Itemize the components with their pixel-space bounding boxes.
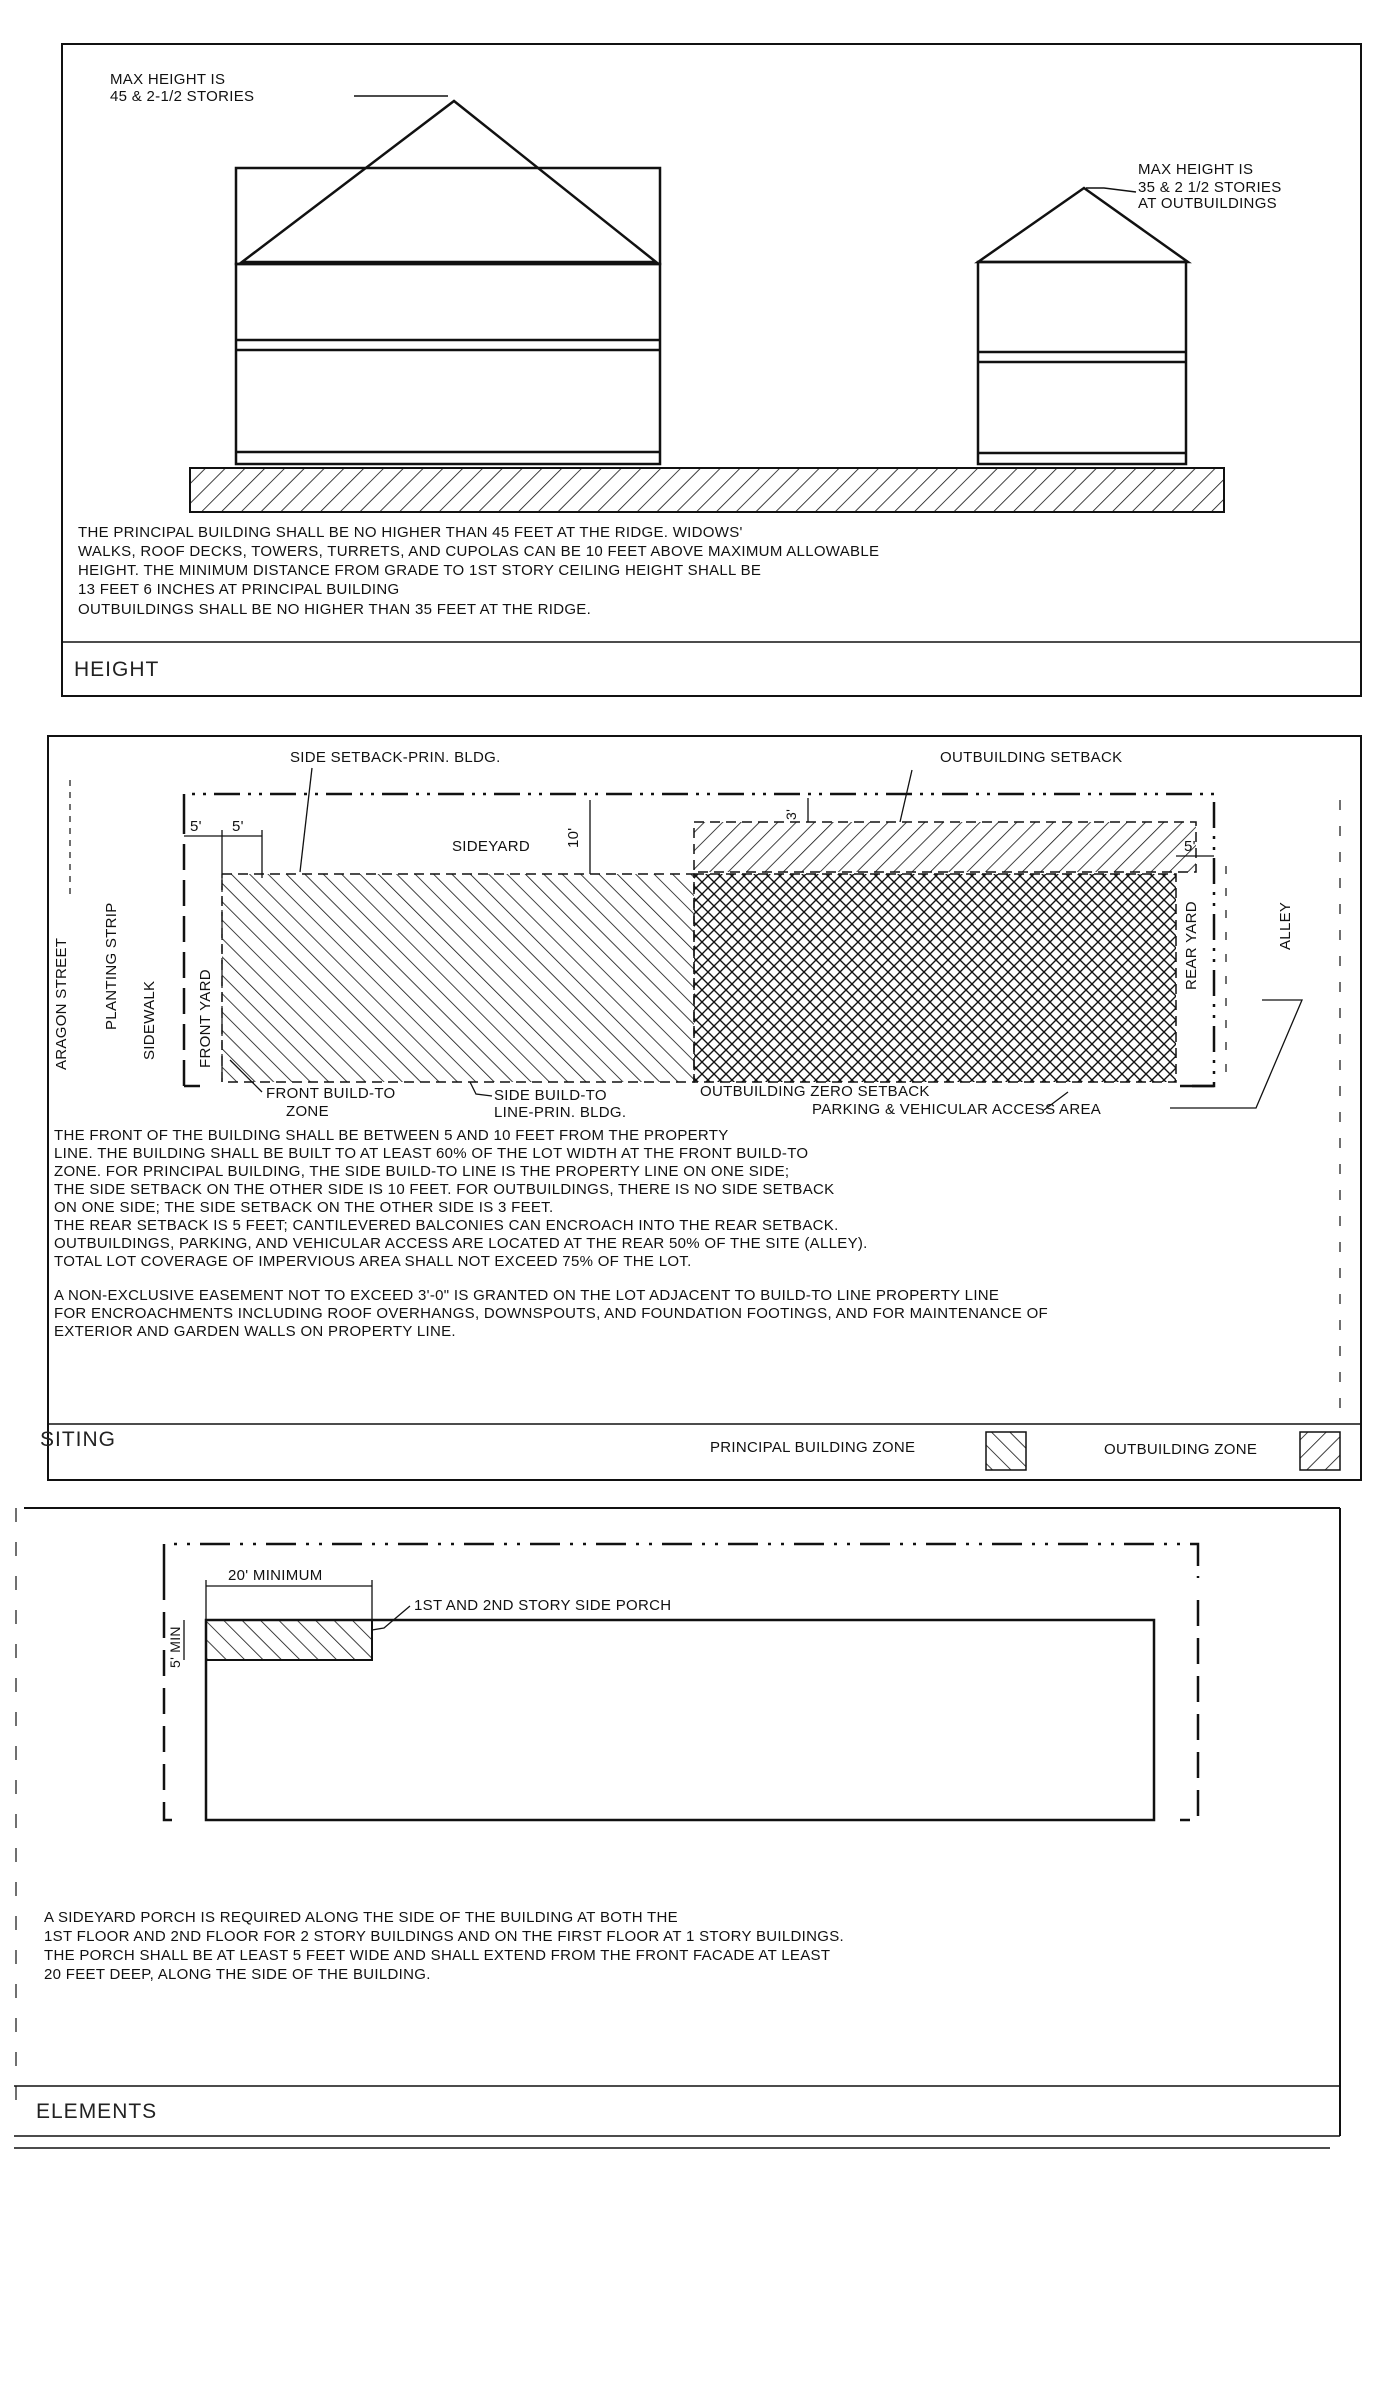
siting-easement-line1: A NON-EXCLUSIVE EASEMENT NOT TO EXCEED 3'-0" IS GRANTED ON THE LOT ADJACENT TO BUILD-TO LINE PROPERTY LINE bbox=[54, 1287, 1000, 1304]
side-build-to-line2: LINE-PRIN. BLDG. bbox=[494, 1104, 627, 1121]
siting-text-line6: THE REAR SETBACK IS 5 FEET; CANTILEVERED BALCONIES CAN ENCROACH INTO THE REAR SETBACK. bbox=[54, 1217, 839, 1234]
legend-principal-label: PRINCIPAL BUILDING ZONE bbox=[710, 1439, 916, 1456]
dim-10: 10' bbox=[565, 827, 582, 848]
height-text-line2: WALKS, ROOF DECKS, TOWERS, TURRETS, AND CUPOLAS CAN BE 10 FEET ABOVE MAXIMUM ALLOWABLE bbox=[78, 543, 880, 560]
siting-text-line4: THE SIDE SETBACK ON THE OTHER SIDE IS 10 FEET. FOR OUTBUILDINGS, THERE IS NO SIDE SETBACK bbox=[54, 1181, 835, 1198]
front-build-to-line2: ZONE bbox=[286, 1103, 329, 1120]
parking-access-label: PARKING & VEHICULAR ACCESS AREA bbox=[812, 1101, 1102, 1118]
callout-out-line3: AT OUTBUILDINGS bbox=[1138, 195, 1277, 212]
height-text-line5: OUTBUILDINGS SHALL BE NO HIGHER THAN 35 FEET AT THE RIDGE. bbox=[78, 601, 592, 618]
outbuilding-zone bbox=[694, 874, 1176, 1082]
side-porch bbox=[206, 1620, 372, 1660]
callout-principal-line2: 45 & 2-1/2 STORIES bbox=[110, 88, 255, 105]
principal-building-elevation bbox=[236, 101, 660, 464]
siting-easement-line2: FOR ENCROACHMENTS INCLUDING ROOF OVERHANGS, DOWNSPOUTS, AND FOUNDATION FOOTINGS, AND FOR MAINTENANCE OF bbox=[54, 1305, 1049, 1322]
height-text-line3: HEIGHT. THE MINIMUM DISTANCE FROM GRADE TO 1ST STORY CEILING HEIGHT SHALL BE bbox=[78, 562, 762, 579]
siting-text-line1: THE FRONT OF THE BUILDING SHALL BE BETWEEN 5 AND 10 FEET FROM THE PROPERTY bbox=[54, 1127, 729, 1144]
siting-easement-line3: EXTERIOR AND GARDEN WALLS ON PROPERTY LINE. bbox=[54, 1323, 456, 1340]
front-build-to-line1: FRONT BUILD-TO bbox=[266, 1085, 396, 1102]
siting-text-line8: TOTAL LOT COVERAGE OF IMPERVIOUS AREA SHALL NOT EXCEED 75% OF THE LOT. bbox=[54, 1253, 692, 1270]
outbuilding-zero-setback-label: OUTBUILDING ZERO SETBACK bbox=[700, 1083, 930, 1100]
dim-3: 3' bbox=[783, 808, 799, 820]
elements-text-line4: 20 FEET DEEP, ALONG THE SIDE OF THE BUILDING. bbox=[44, 1966, 431, 1983]
alley-label: ALLEY bbox=[1277, 901, 1294, 950]
outbuilding-setback-label: OUTBUILDING SETBACK bbox=[940, 749, 1123, 766]
rear-yard-label: REAR YARD bbox=[1183, 901, 1200, 990]
height-text-line4: 13 FEET 6 INCHES AT PRINCIPAL BUILDING bbox=[78, 581, 400, 598]
dim-5-min: 5' MIN bbox=[167, 1626, 183, 1668]
callout-out-line2: 35 & 2 1/2 STORIES bbox=[1138, 179, 1282, 196]
siting-text-line2: LINE. THE BUILDING SHALL BE BUILT TO AT LEAST 60% OF THE LOT WIDTH AT THE FRONT BUILD-TO bbox=[54, 1145, 809, 1162]
elements-text-line2: 1ST FLOOR AND 2ND FLOOR FOR 2 STORY BUILDINGS AND ON THE FIRST FLOOR AT 1 STORY BUILDINGS. bbox=[44, 1928, 844, 1945]
dim-5-right: 5' bbox=[1184, 838, 1196, 855]
height-panel bbox=[62, 44, 1361, 696]
elements-panel bbox=[14, 1508, 1340, 2148]
outbuilding-elevation bbox=[978, 188, 1188, 464]
porch-label: 1ST AND 2ND STORY SIDE PORCH bbox=[414, 1597, 672, 1614]
side-build-to-line1: SIDE BUILD-TO bbox=[494, 1087, 607, 1104]
siting-text-line7: OUTBUILDINGS, PARKING, AND VEHICULAR ACCESS ARE LOCATED AT THE REAR 50% OF THE SITE (ALLEY). bbox=[54, 1235, 868, 1252]
side-setback-label: SIDE SETBACK-PRIN. BLDG. bbox=[290, 749, 501, 766]
elements-text-line3: THE PORCH SHALL BE AT LEAST 5 FEET WIDE AND SHALL EXTEND FROM THE FRONT FACADE AT LEAST bbox=[44, 1947, 831, 1964]
siting-panel bbox=[40, 736, 1361, 1480]
elements-text-line1: A SIDEYARD PORCH IS REQUIRED ALONG THE SIDE OF THE BUILDING AT BOTH THE bbox=[44, 1909, 678, 1926]
legend-principal-swatch bbox=[986, 1432, 1026, 1470]
legend-outbuilding-swatch bbox=[1300, 1432, 1340, 1470]
dim-5-left2: 5' bbox=[232, 818, 244, 835]
outbuilding-setback-zone bbox=[694, 822, 1196, 872]
height-panel-frame bbox=[62, 44, 1361, 696]
elements-caption: ELEMENTS bbox=[36, 2100, 158, 2123]
planting-strip-label: PLANTING STRIP bbox=[103, 902, 120, 1030]
sidewalk-label: SIDEWALK bbox=[141, 980, 158, 1060]
siting-text-line3: ZONE. FOR PRINCIPAL BUILDING, THE SIDE BUILD-TO LINE IS THE PROPERTY LINE ON ONE SIDE; bbox=[54, 1163, 790, 1180]
front-yard-label: FRONT YARD bbox=[197, 969, 214, 1068]
height-caption: HEIGHT bbox=[74, 658, 160, 681]
callout-out-leader bbox=[1086, 188, 1136, 192]
sideyard-label: SIDEYARD bbox=[452, 838, 530, 855]
dim-5-left: 5' bbox=[190, 818, 202, 835]
ground-hatch bbox=[190, 468, 1224, 512]
siting-caption: SITING bbox=[40, 1428, 117, 1451]
callout-principal-line1: MAX HEIGHT IS bbox=[110, 71, 226, 88]
callout-out-line1: MAX HEIGHT IS bbox=[1138, 161, 1254, 178]
aragon-street-label: ARAGON STREET bbox=[53, 937, 70, 1070]
dim-20-minimum: 20' MINIMUM bbox=[228, 1567, 323, 1584]
siting-text-line5: ON ONE SIDE; THE SIDE SETBACK ON THE OTHER SIDE IS 3 FEET. bbox=[54, 1199, 554, 1216]
legend-outbuilding-label: OUTBUILDING ZONE bbox=[1104, 1441, 1258, 1458]
height-text-line1: THE PRINCIPAL BUILDING SHALL BE NO HIGHER THAN 45 FEET AT THE RIDGE. WIDOWS' bbox=[78, 524, 743, 541]
principal-building-zone bbox=[222, 874, 694, 1082]
elements-front-property-line bbox=[164, 1574, 180, 1820]
